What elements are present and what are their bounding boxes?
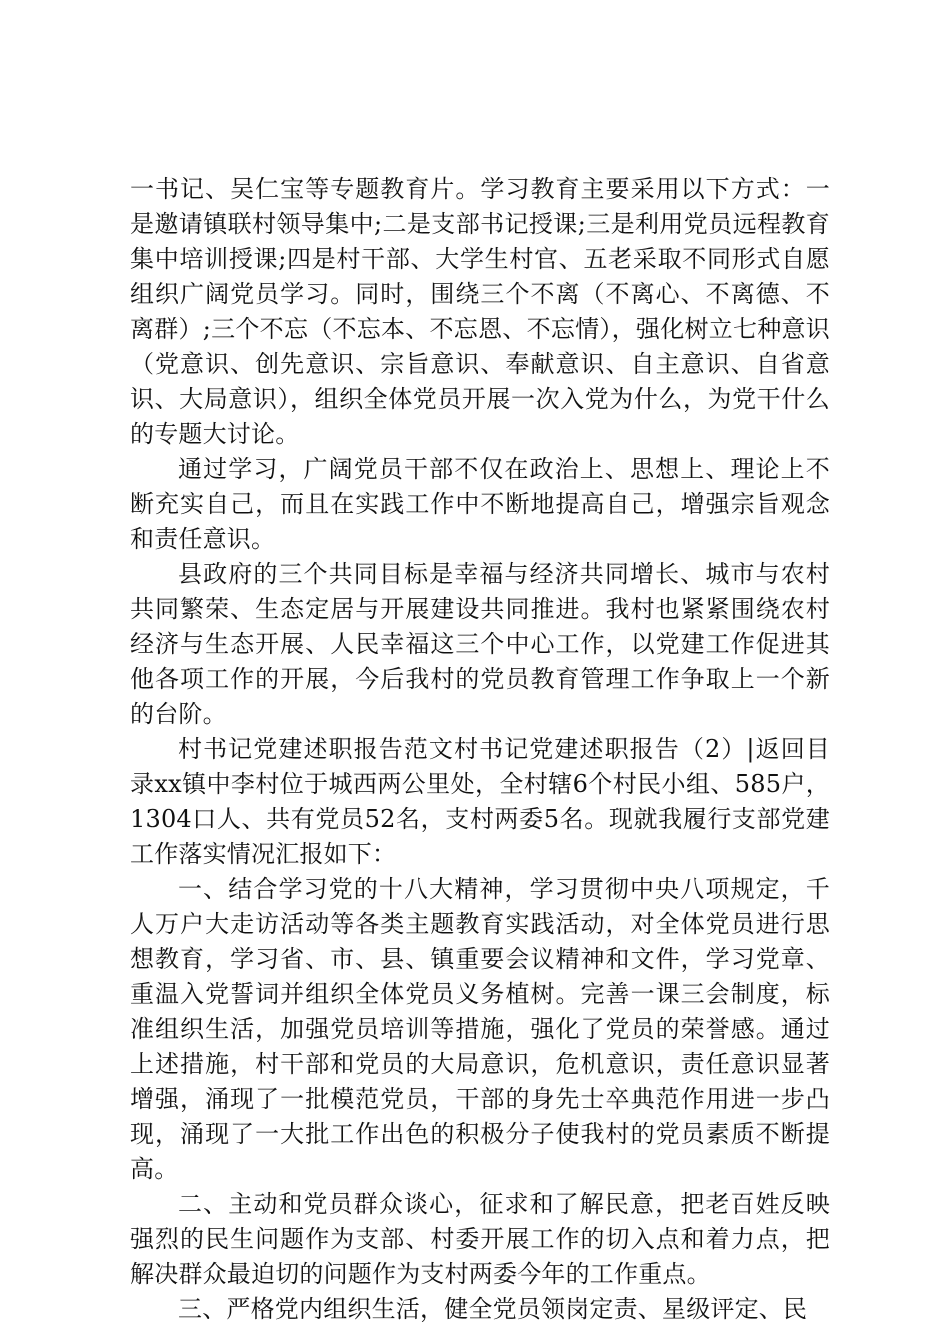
paragraph-1: 一书记、吴仁宝等专题教育片。学习教育主要采用以下方式：一是邀请镇联村领导集中;二是支部书记授课;三是利用党员远程教育集中培训授课;四是村干部、大学生村官、五老采取不同形式自愿组织广阔党员学习。同时，围绕三个不离（不离心、不离德、不离群）;三个不忘（不忘本、不忘恩、不忘情），强化树立七种意识（党意识、创先意识、宗旨意识、奉献意识、自主意识、自省意识、大局意识），组织全体党员开展一次入党为什么，为党干什么的专题大讨论。	[130, 175, 830, 448]
document-body	[130, 172, 830, 1327]
paragraph-7: 三、严格党内组织生活，健全党员领岗定责、星级评定、民	[178, 1295, 808, 1323]
paragraph-4: 村书记党建述职报告范文村书记党建述职报告（2）|返回目录xx镇中李村位于城西两公里处，全村辖6个村民小组、585户，1304口人、共有党员52名，支村两委5名。现就我履行支部党建工作落实情况汇报如下：	[130, 735, 830, 868]
paragraph-6: 二、主动和党员群众谈心，征求和了解民意，把老百姓反映强烈的民生问题作为支部、村委开展工作的切入点和着力点，把解决群众最迫切的问题作为支村两委今年的工作重点。	[130, 1190, 830, 1288]
paragraph-5: 一、结合学习党的十八大精神，学习贯彻中央八项规定，千人万户大走访活动等各类主题教育实践活动，对全体党员进行思想教育，学习省、市、县、镇重要会议精神和文件，学习党章、重温入党誓词并组织全体党员义务植树。完善一课三会制度，标准组织生活，加强党员培训等措施，强化了党员的荣誉感。通过上述措施，村干部和党员的大局意识，危机意识，责任意识显著增强，涌现了一批模范党员，干部的身先士卒典范作用进一步凸现，涌现了一大批工作出色的积极分子使我村的党员素质不断提高。	[130, 875, 830, 1183]
paragraph-2: 通过学习，广阔党员干部不仅在政治上、思想上、理论上不断充实自己，而且在实践工作中不断地提高自己，增强宗旨观念和责任意识。	[130, 455, 830, 553]
paragraph-3: 县政府的三个共同目标是幸福与经济共同增长、城市与农村共同繁荣、生态定居与开展建设共同推进。我村也紧紧围绕农村经济与生态开展、人民幸福这三个中心工作，以党建工作促进其他各项工作的开展，今后我村的党员教育管理工作争取上一个新的台阶。	[130, 560, 830, 728]
